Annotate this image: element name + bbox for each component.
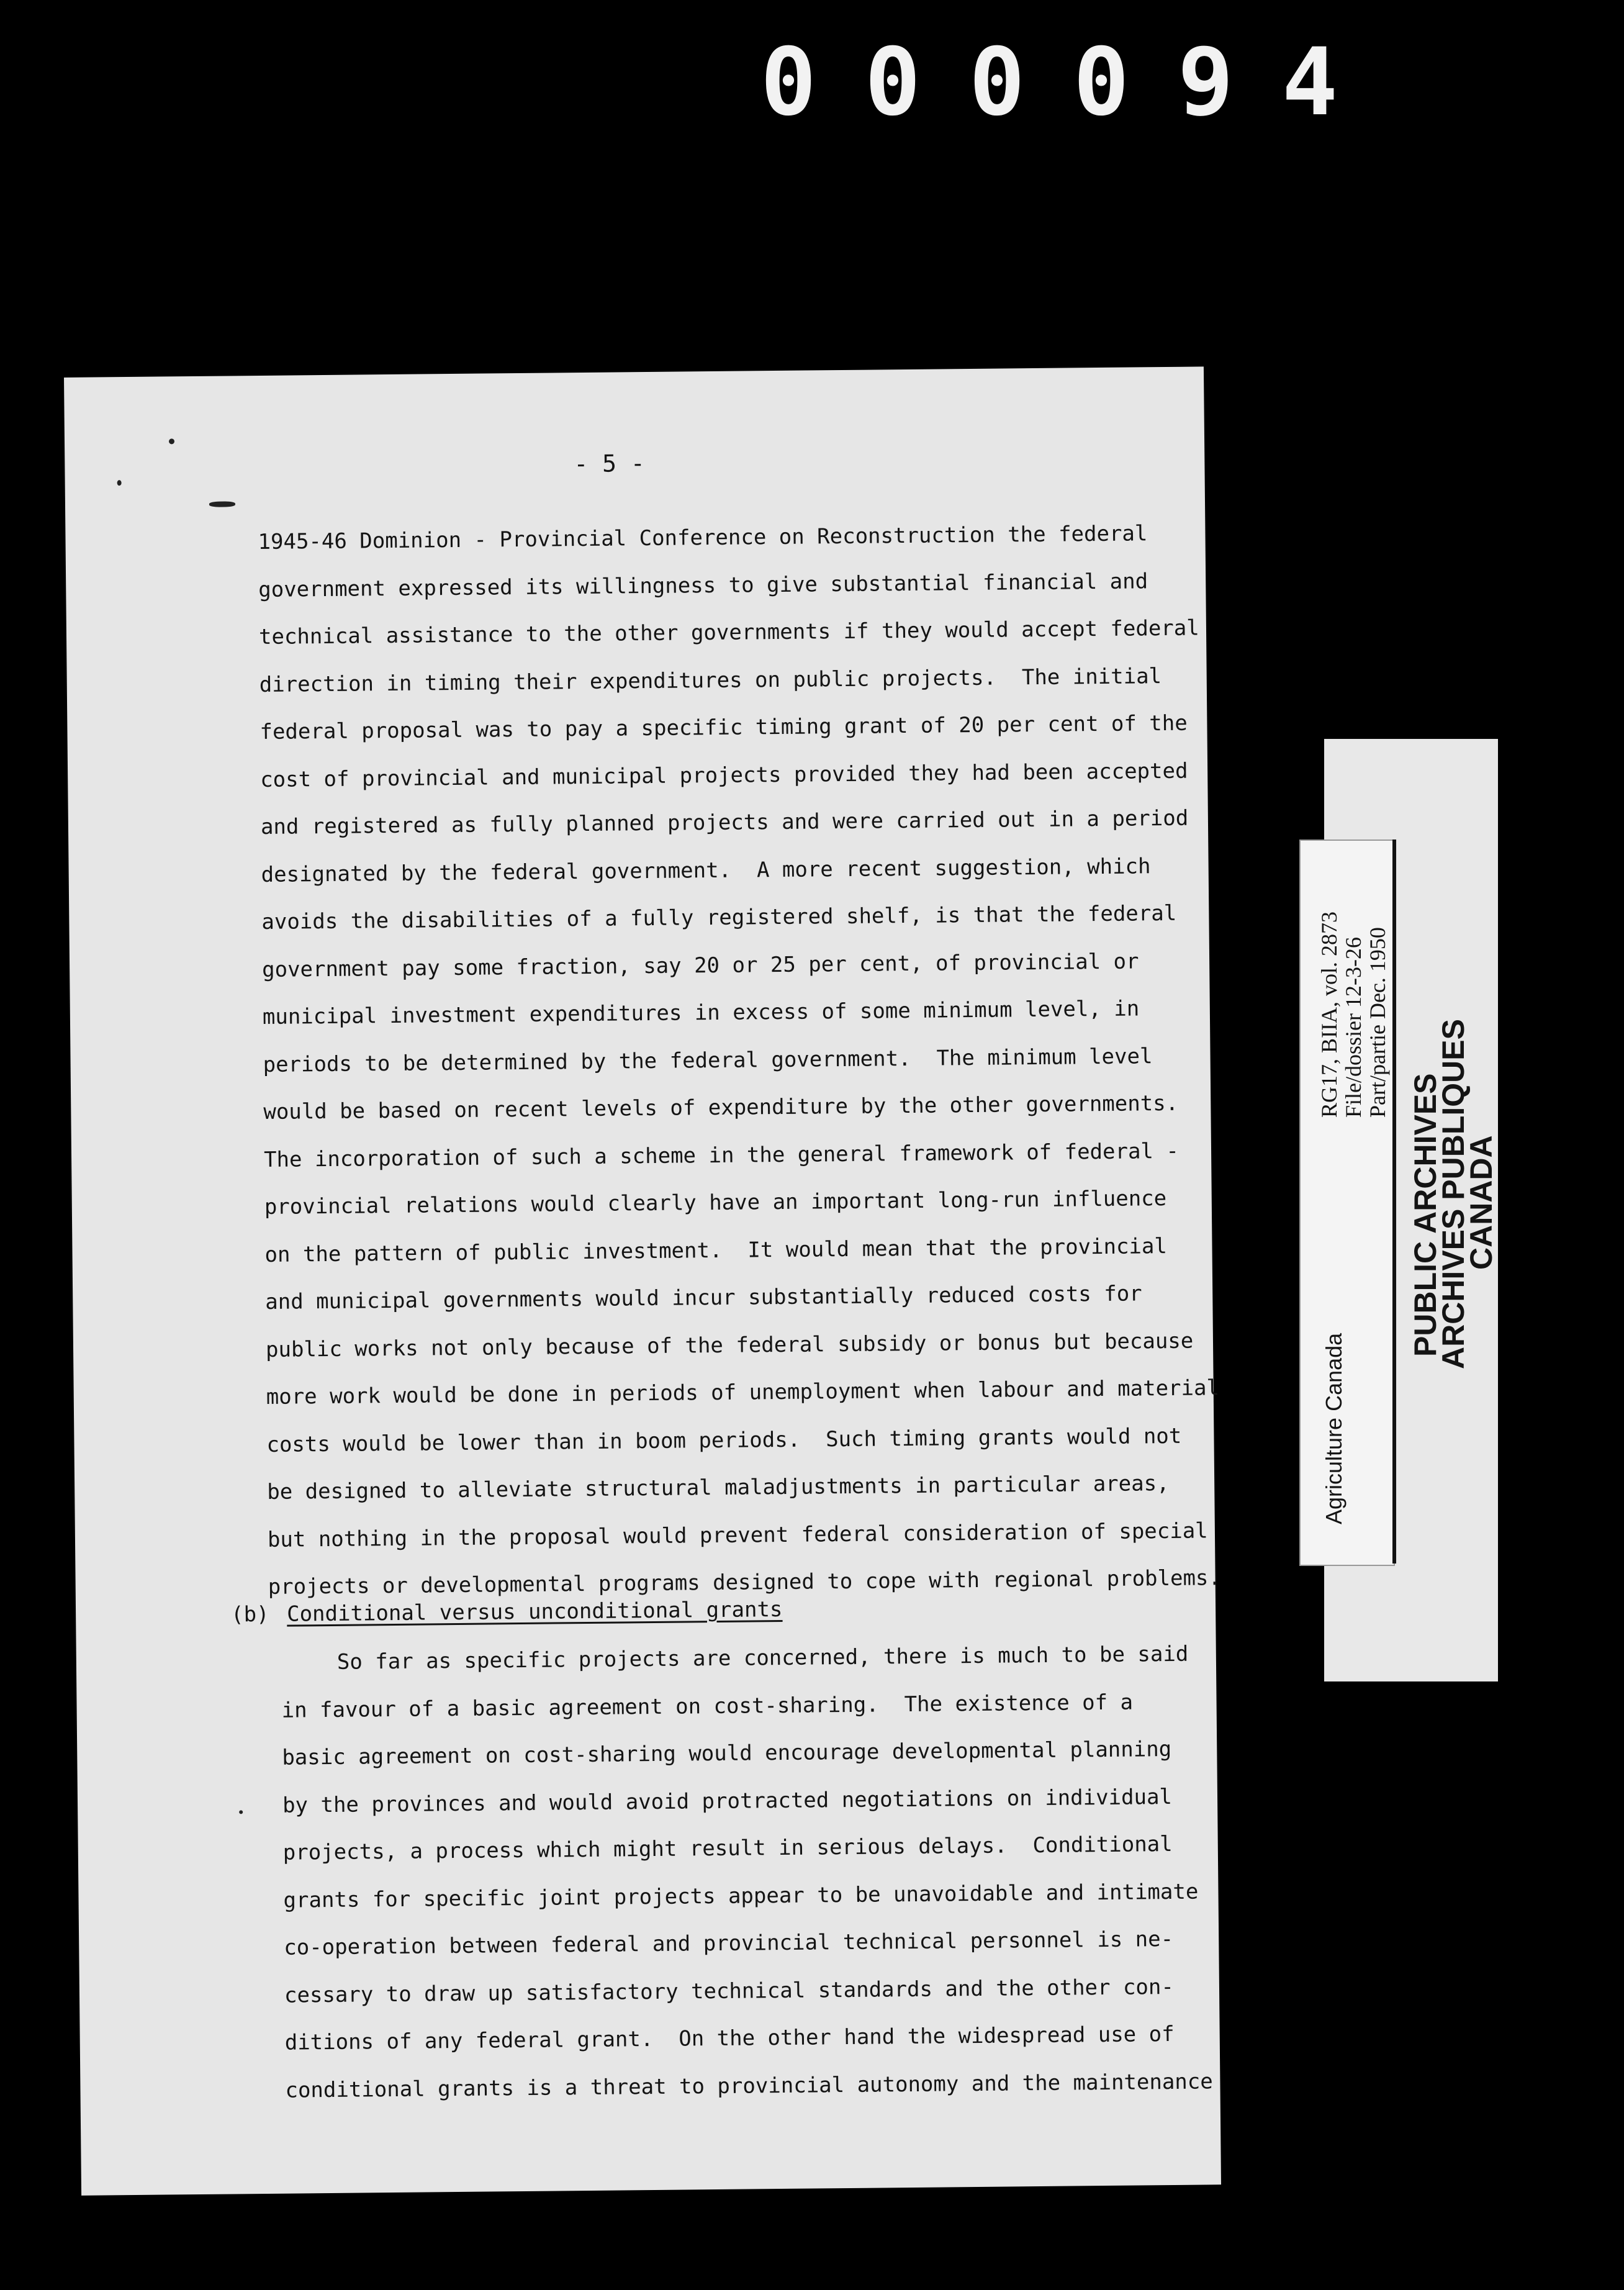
text-line: public works not only because of the federal subsidy or bonus but because xyxy=(265,1328,1194,1362)
frame-digit: 0 xyxy=(968,29,1026,137)
dust-speck xyxy=(169,438,174,444)
paragraph-1 xyxy=(258,510,1222,1611)
frame-digit: 4 xyxy=(1281,29,1338,137)
text-line: costs would be lower than in boom periods. Such timing grants would not xyxy=(266,1423,1182,1457)
dust-speck xyxy=(117,480,122,486)
frame-number xyxy=(751,29,1347,137)
frame-digit: 0 xyxy=(864,29,921,137)
text-line: by the provinces and would avoid protracted negotiations on individual xyxy=(282,1784,1173,1818)
text-line: more work would be done in periods of unemployment when labour and material xyxy=(266,1375,1220,1410)
text-line: would be based on recent levels of expenditure by the other governments. xyxy=(263,1090,1179,1125)
text-line: government expressed its willingness to give substantial financial and xyxy=(258,568,1148,602)
text-line: So far as specific projects are concerned, there is much to be said xyxy=(336,1641,1189,1675)
text-line: be designed to alleviate structural maladjustments in particular areas, xyxy=(267,1470,1170,1505)
archive-reference-part: Part/partie Dec. 1950 xyxy=(1365,927,1390,1118)
text-line: and registered as fully planned projects and were carried out in a period xyxy=(260,805,1189,840)
archive-name-en: PUBLIC ARCHIVES xyxy=(1408,1073,1443,1357)
text-line: The incorporation of such a scheme in the general framework of federal - xyxy=(263,1138,1180,1172)
dust-speck xyxy=(239,1810,243,1814)
archive-reference-file: File/dossier 12-3-26 xyxy=(1341,937,1366,1118)
archive-reference-volume: RG17, BIIA, vol. 2873 xyxy=(1317,912,1342,1118)
text-line: cost of provincial and municipal projects provided they had been accepted xyxy=(260,758,1188,792)
text-line: and municipal governments would incur substantially reduced costs for xyxy=(265,1281,1142,1315)
text-line: designated by the federal government. A more recent suggestion, which xyxy=(261,853,1151,887)
text-line: direction in timing their expenditures on public projects. The initial xyxy=(259,663,1162,697)
text-line: projects, a process which might result in serious delays. Conditional xyxy=(282,1831,1173,1865)
archive-name-fr: ARCHIVES PUBLIQUES xyxy=(1436,1019,1471,1369)
text-line: technical assistance to the other governments if they would accept federal xyxy=(258,615,1199,650)
frame-digit: 0 xyxy=(1073,29,1130,137)
frame-digit: 9 xyxy=(1177,29,1234,137)
page-number: - 5 - xyxy=(574,450,645,478)
text-line: conditional grants is a threat to provincial autonomy and the maintenance xyxy=(285,2068,1213,2103)
text-line: government pay some fraction, say 20 or 25 per cent, of provincial or xyxy=(261,948,1139,982)
dust-speck xyxy=(209,501,235,507)
text-line: provincial relations would clearly have an important long-run influence xyxy=(264,1186,1167,1220)
text-line: grants for specific joint projects appear to be unavoidable and intimate xyxy=(283,1879,1199,1913)
text-line: co-operation between federal and provincial technical personnel is ne- xyxy=(284,1926,1174,1960)
text-line: municipal investment expenditures in excess of some minimum level, in xyxy=(262,996,1140,1030)
text-line: basic agreement on cost-sharing would encourage developmental planning xyxy=(282,1736,1172,1770)
text-line: 1945-46 Dominion - Provincial Conference on Reconstruction the federal xyxy=(258,521,1148,555)
frame-digit: 0 xyxy=(760,29,817,137)
text-line: ditions of any federal grant. On the other hand the widespread use of xyxy=(284,2021,1175,2055)
archive-label-edge xyxy=(1392,840,1396,1564)
text-line: federal proposal was to pay a specific timing grant of 20 per cent of the xyxy=(259,710,1188,744)
archive-country: CANADA xyxy=(1464,1135,1499,1270)
document-page xyxy=(64,366,1221,2195)
section-title: Conditional versus unconditional grants xyxy=(286,1596,783,1627)
text-line: on the pattern of public investment. It would mean that the provincial xyxy=(264,1233,1168,1267)
text-line: projects or developmental programs designed to cope with regional problems. xyxy=(268,1565,1222,1600)
section-label: (b) xyxy=(230,1601,269,1627)
text-line: periods to be determined by the federal government. The minimum level xyxy=(263,1043,1153,1077)
text-line: but nothing in the proposal would prevent federal consideration of special xyxy=(267,1518,1208,1552)
archive-department: Agriculture Canada xyxy=(1321,1333,1347,1524)
section-heading xyxy=(231,1597,783,1627)
text-line: cessary to draw up satisfactory technical standards and the other con- xyxy=(284,1974,1175,2008)
text-line: avoids the disabilities of a fully registered shelf, is that the federal xyxy=(261,900,1177,935)
paragraph-2 xyxy=(281,1631,1213,2114)
text-line: in favour of a basic agreement on cost-sharing. The existence of a xyxy=(281,1690,1134,1723)
